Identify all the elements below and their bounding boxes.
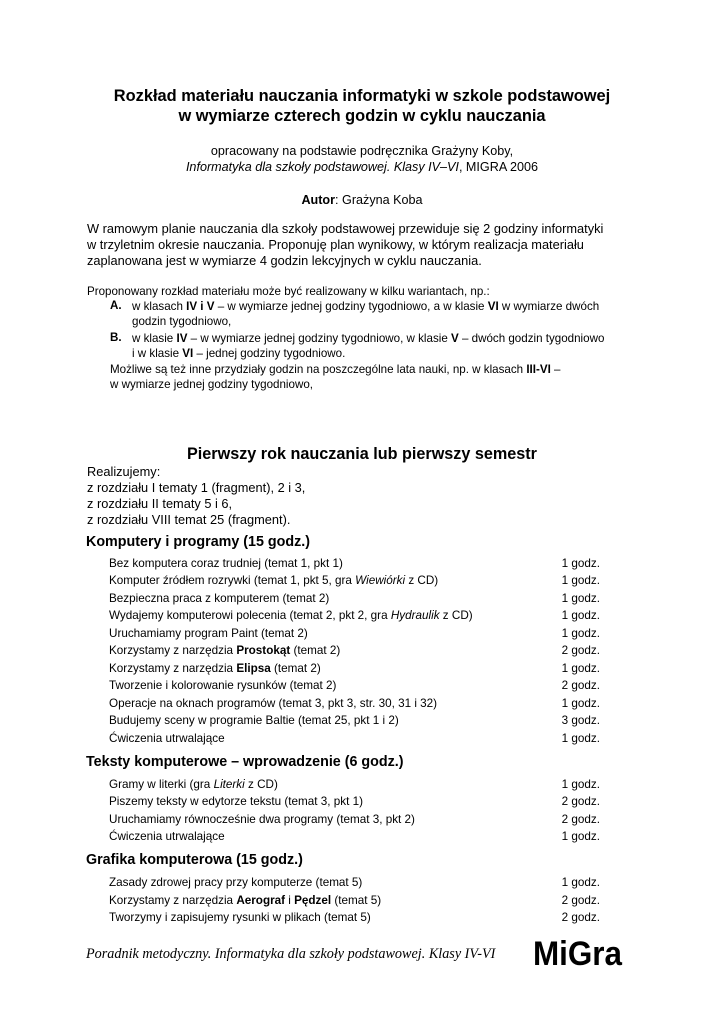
topic-row: Bez komputera coraz trudniej (temat 1, pkt 1) 1 godz. [109,557,600,570]
variant-other-line-2: w wymiarze jednej godziny tygodniowo, [110,378,313,391]
migra-logo-text: MiGra [533,935,623,970]
topic-hours: 3 godz. [561,714,600,727]
variant-a-line-1: w klasach IV i V – w wymiarze jednej godziny tygodniowo, a w klasie VI w wymiarze dwóch [132,300,600,313]
topic-row: Operacje na oknach programów (temat 3, pkt 3, str. 30, 31 i 32) 1 godz. [109,697,600,710]
topic-hours: 1 godz. [561,876,600,889]
realize-line-2: z rozdziału II tematy 5 i 6, [87,496,233,511]
topic-hours: 2 godz. [561,813,600,826]
topic-row: Ćwiczenia utrwalające 1 godz. [109,830,600,843]
realize-line-3: z rozdziału VIII temat 25 (fragment). [87,512,291,527]
topic-row: Korzystamy z narzędzia Prostokąt (temat 2) 2 godz. [109,644,600,657]
section-heading-computers: Komputery i programy (15 godz.) [86,534,311,550]
topic-row: Piszemy teksty w edytorze tekstu (temat 3, pkt 1) 2 godz. [109,795,600,808]
topic-row: Korzystamy z narzędzia Elipsa (temat 2) 1 godz. [109,662,600,675]
topic-hours: 1 godz. [561,557,600,570]
variant-b-line-2: i w klasie VI – jednej godziny tygodniowo. [132,347,346,360]
topic-hours: 1 godz. [561,732,600,745]
topic-row: Tworzenie i kolorowanie rysunków (temat 2) 2 godz. [109,679,600,692]
migra-logo [533,934,623,970]
topic-row: Budujemy sceny w programie Baltie (temat 25, pkt 1 i 2) 3 godz. [109,714,600,727]
variant-a-line-2: godzin tygodniowo, [132,315,232,328]
footer-text: Poradnik metodyczny. Informatyka dla szkoły podstawowej. Klasy IV-VI [86,946,496,962]
topic-row: Tworzymy i zapisujemy rysunki w plikach (temat 5) 2 godz. [109,911,600,924]
topic-row: Wydajemy komputerowi polecenia (temat 2, pkt 2, gra Hydraulik z CD) 1 godz. [109,609,600,622]
variant-a-letter: A. [110,299,122,312]
topic-hours: 2 godz. [561,795,600,808]
section-heading-graphics: Grafika komputerowa (15 godz.) [86,852,303,868]
topic-hours: 1 godz. [561,778,600,791]
topic-hours: 2 godz. [561,911,600,924]
document-title-line-1: Rozkład materiału nauczania informatyki w szkole podstawowej [113,87,611,105]
topic-hours: 1 godz. [561,627,600,640]
realize-line-1: z rozdziału I tematy 1 (fragment), 2 i 3, [87,480,306,495]
intro-line-2: w trzyletnim okresie nauczania. Proponuję plan wynikowy, w którym realizacja materiału [87,237,584,252]
section-heading-texts: Teksty komputerowe – wprowadzenie (6 godz.) [86,754,404,770]
topic-row: Zasady zdrowej pracy przy komputerze (temat 5) 1 godz. [109,876,600,889]
variant-b-letter: B. [110,331,122,344]
topic-hours: 2 godz. [561,644,600,657]
topic-row: Korzystamy z narzędzia Aerograf i Pędzel (temat 5) 2 godz. [109,894,600,907]
semester-heading: Pierwszy rok nauczania lub pierwszy semestr [187,445,537,463]
book-title: Informatyka dla szkoły podstawowej. Klasy IV–VI [185,160,459,174]
publisher: , MIGRA 2006 [458,160,539,174]
source-line-2 [0,160,724,174]
topic-row: Uruchamiamy program Paint (temat 2) 1 godz. [109,627,600,640]
variants-intro: Proponowany rozkład materiału może być realizowany w kilku wariantach, np.: [87,285,490,298]
topic-row: Uruchamiamy równocześnie dwa programy (temat 3, pkt 2) 2 godz. [109,813,600,826]
topic-hours: 2 godz. [561,679,600,692]
author-label: Autor [301,193,336,207]
topic-row: Komputer źródłem rozrywki (temat 1, pkt 5, gra Wiewiórki z CD) 1 godz. [109,574,600,587]
intro-line-3: zaplanowana jest w wymiarze 4 godzin lekcyjnych w cyklu nauczania. [87,253,482,268]
topic-row: Bezpieczna praca z komputerem (temat 2) 1 godz. [109,592,600,605]
author-sep: : [335,193,343,207]
topic-hours: 1 godz. [561,830,600,843]
topic-hours: 1 godz. [561,697,600,710]
topic-row: Ćwiczenia utrwalające 1 godz. [109,732,600,745]
topic-hours: 1 godz. [561,609,600,622]
author-line [0,193,724,207]
topic-hours: 1 godz. [561,592,600,605]
realize-line-0: Realizujemy: [87,464,161,479]
source-line-1: opracowany na podstawie podręcznika Grażyny Koby, [210,144,514,158]
document-title-line-2: w wymiarze czterech godzin w cyklu nauczania [178,107,546,125]
topic-hours: 1 godz. [561,662,600,675]
topic-row: Gramy w literki (gra Literki z CD) 1 godz. [109,778,600,791]
variant-other-line-1: Możliwe są też inne przydziały godzin na poszczególne lata nauki, np. w klasach III-VI – [110,363,561,376]
topic-hours: 1 godz. [561,574,600,587]
topic-hours: 2 godz. [561,894,600,907]
variant-b-line-1: w klasie IV – w wymiarze jednej godziny tygodniowo, w klasie V – dwóch godzin tygodniowo [132,332,605,345]
intro-line-1: W ramowym planie nauczania dla szkoły podstawowej przewiduje się 2 godziny informatyki [87,221,604,236]
author-name: Grażyna Koba [342,193,423,207]
